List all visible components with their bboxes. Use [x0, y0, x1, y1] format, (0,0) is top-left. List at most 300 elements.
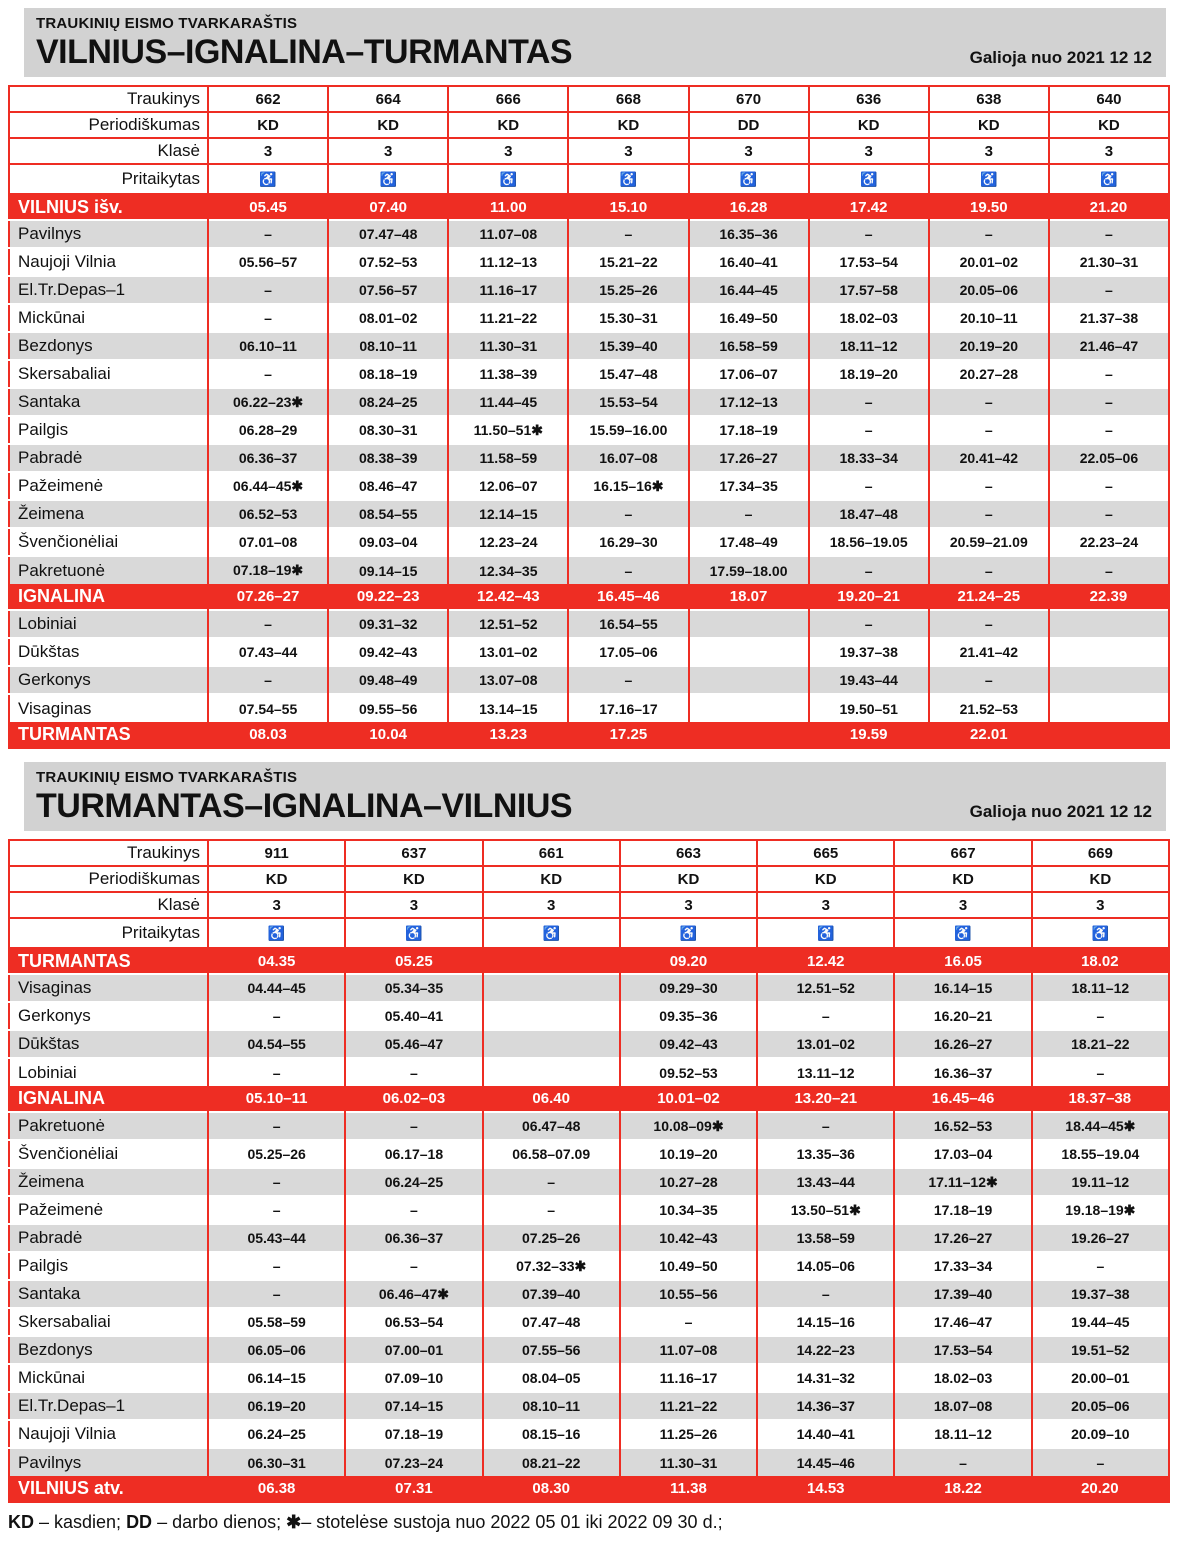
time-cell	[1049, 610, 1169, 638]
time-cell: –	[345, 1196, 482, 1224]
time-cell: 10.19–20	[620, 1140, 757, 1168]
time-cell: 18.11–12	[894, 1420, 1031, 1448]
time-cell: 18.37–38	[1032, 1086, 1169, 1112]
time-cell: 13.35–36	[757, 1140, 894, 1168]
time-cell: 16.26–27	[894, 1030, 1031, 1058]
meta-row	[9, 892, 1169, 918]
time-cell: –	[1049, 500, 1169, 528]
time-cell: 16.35–36	[689, 220, 809, 248]
timetable-kicker: TRAUKINIŲ EISMO TVARKARAŠTIS	[36, 769, 298, 786]
meta-label: Periodiškumas	[9, 112, 208, 138]
time-cell: 21.41–42	[929, 638, 1049, 666]
time-cell: –	[208, 360, 328, 388]
time-cell: –	[483, 1196, 620, 1224]
time-cell	[483, 1030, 620, 1058]
station-row	[9, 528, 1169, 556]
time-cell	[689, 610, 809, 638]
time-cell: 07.25–26	[483, 1224, 620, 1252]
accessibility-cell	[328, 164, 448, 194]
time-cell: –	[208, 1058, 345, 1086]
meta-value-cell: KD	[483, 866, 620, 892]
wheelchair-icon: ♿	[1100, 170, 1118, 187]
station-row	[9, 332, 1169, 360]
station-name-cell: Mickūnai	[9, 304, 208, 332]
legend-part: – stotelėse sustoja nuo 2022 05 01 iki 2022 09 30 d.;	[301, 1512, 723, 1532]
meta-value-cell: 663	[620, 840, 757, 866]
header-band-outbound	[24, 8, 1166, 77]
time-cell: 15.10	[568, 194, 688, 220]
meta-value-cell: 3	[894, 892, 1031, 918]
time-cell: 06.10–11	[208, 332, 328, 360]
station-row	[9, 304, 1169, 332]
meta-value-cell: 665	[757, 840, 894, 866]
time-cell	[689, 722, 809, 748]
section-row	[9, 948, 1169, 974]
time-cell: 18.22	[894, 1476, 1031, 1502]
station-row	[9, 1252, 1169, 1280]
time-cell: 09.35–36	[620, 1002, 757, 1030]
time-cell: 06.52–53	[208, 500, 328, 528]
time-cell: 16.29–30	[568, 528, 688, 556]
time-cell: 06.38	[208, 1476, 345, 1502]
time-cell: 10.49–50	[620, 1252, 757, 1280]
wheelchair-icon: ♿	[542, 924, 560, 941]
time-cell: 11.07–08	[620, 1336, 757, 1364]
accessibility-cell	[757, 918, 894, 948]
meta-value-cell: 640	[1049, 86, 1169, 112]
time-cell: 07.14–15	[345, 1392, 482, 1420]
section-row	[9, 1476, 1169, 1502]
meta-row	[9, 866, 1169, 892]
meta-value-cell: 670	[689, 86, 809, 112]
time-cell: 04.35	[208, 948, 345, 974]
time-cell: 16.05	[894, 948, 1031, 974]
time-cell: 12.42–43	[448, 584, 568, 610]
time-cell: 05.25	[345, 948, 482, 974]
station-row	[9, 1030, 1169, 1058]
time-cell: 14.36–37	[757, 1392, 894, 1420]
meta-value-cell: 662	[208, 86, 328, 112]
time-cell: 11.38–39	[448, 360, 568, 388]
meta-value-cell: 3	[483, 892, 620, 918]
time-cell: 06.40	[483, 1086, 620, 1112]
meta-row	[9, 112, 1169, 138]
time-cell: 20.05–06	[929, 276, 1049, 304]
station-name-cell: Pažeimenė	[9, 1196, 208, 1224]
wheelchair-icon: ♿	[739, 170, 758, 187]
time-cell: 19.26–27	[1032, 1224, 1169, 1252]
time-cell: 09.52–53	[620, 1058, 757, 1086]
time-cell: 17.18–19	[894, 1196, 1031, 1224]
time-cell	[1049, 666, 1169, 694]
time-cell: 18.56–19.05	[809, 528, 929, 556]
accessibility-cell	[568, 164, 688, 194]
accessibility-cell	[448, 164, 568, 194]
station-name-cell: Pabradė	[9, 444, 208, 472]
time-cell: 17.26–27	[689, 444, 809, 472]
station-name-cell: Visaginas	[9, 694, 208, 722]
station-row	[9, 1058, 1169, 1086]
time-cell: 08.04–05	[483, 1364, 620, 1392]
time-cell: 10.01–02	[620, 1086, 757, 1112]
accessibility-cell	[345, 918, 482, 948]
time-cell: 06.53–54	[345, 1308, 482, 1336]
time-cell: 22.39	[1049, 584, 1169, 610]
time-cell: 06.47–48	[483, 1112, 620, 1140]
time-cell: 13.01–02	[757, 1030, 894, 1058]
time-cell: 08.03	[208, 722, 328, 748]
time-cell: –	[208, 1196, 345, 1224]
time-cell: –	[929, 472, 1049, 500]
meta-value-cell: 3	[689, 138, 809, 164]
accessibility-cell	[1049, 164, 1169, 194]
time-cell: 09.14–15	[328, 556, 448, 584]
time-cell: 17.48–49	[689, 528, 809, 556]
station-name-cell: El.Tr.Depas–1	[9, 1392, 208, 1420]
time-cell: 18.02–03	[809, 304, 929, 332]
station-row	[9, 1168, 1169, 1196]
meta-value-cell: KD	[809, 112, 929, 138]
section-row	[9, 1086, 1169, 1112]
meta-value-cell: KD	[757, 866, 894, 892]
timetable-kicker: TRAUKINIŲ EISMO TVARKARAŠTIS	[36, 15, 298, 32]
time-cell: 06.19–20	[208, 1392, 345, 1420]
time-cell: 20.20	[1032, 1476, 1169, 1502]
time-cell: 05.58–59	[208, 1308, 345, 1336]
time-cell: 21.37–38	[1049, 304, 1169, 332]
time-cell	[483, 1002, 620, 1030]
meta-value-cell: KD	[448, 112, 568, 138]
time-cell: –	[929, 220, 1049, 248]
time-cell: 20.01–02	[929, 248, 1049, 276]
time-cell: –	[208, 1112, 345, 1140]
meta-label: Periodiškumas	[9, 866, 208, 892]
station-row	[9, 1196, 1169, 1224]
time-cell: –	[568, 220, 688, 248]
timetable-return	[8, 839, 1170, 1503]
meta-value-cell: KD	[1032, 866, 1169, 892]
time-cell: 17.06–07	[689, 360, 809, 388]
time-cell: –	[1032, 1002, 1169, 1030]
time-cell: –	[894, 1448, 1031, 1476]
time-cell: 16.58–59	[689, 332, 809, 360]
meta-value-cell: KD	[568, 112, 688, 138]
time-cell: –	[929, 416, 1049, 444]
accessibility-cell	[689, 164, 809, 194]
time-cell: 12.51–52	[757, 974, 894, 1002]
time-cell: 17.57–58	[809, 276, 929, 304]
time-cell: 13.07–08	[448, 666, 568, 694]
meta-value-cell: KD	[1049, 112, 1169, 138]
time-cell: –	[483, 1168, 620, 1196]
station-name-cell: Gerkonys	[9, 666, 208, 694]
station-name-cell: IGNALINA	[9, 1086, 208, 1112]
time-cell: 07.40	[328, 194, 448, 220]
legend-part: ✱	[286, 1512, 302, 1532]
time-cell: 17.34–35	[689, 472, 809, 500]
time-cell: 15.30–31	[568, 304, 688, 332]
meta-value-cell: 667	[894, 840, 1031, 866]
station-name-cell: Naujoji Vilnia	[9, 248, 208, 276]
meta-value-cell: KD	[620, 866, 757, 892]
time-cell: 15.21–22	[568, 248, 688, 276]
time-cell: –	[809, 220, 929, 248]
time-cell: 17.03–04	[894, 1140, 1031, 1168]
wheelchair-icon: ♿	[405, 924, 423, 941]
time-cell	[689, 666, 809, 694]
time-cell: 17.53–54	[809, 248, 929, 276]
meta-value-cell: 3	[568, 138, 688, 164]
time-cell: 07.32–33✱	[483, 1252, 620, 1280]
wheelchair-icon: ♿	[679, 924, 698, 941]
time-cell: 07.09–10	[345, 1364, 482, 1392]
time-cell: –	[689, 500, 809, 528]
time-cell: 08.38–39	[328, 444, 448, 472]
station-name-cell: VILNIUS atv.	[9, 1476, 208, 1502]
time-cell: –	[1049, 220, 1169, 248]
station-name-cell: Bezdonys	[9, 1336, 208, 1364]
station-row	[9, 610, 1169, 638]
time-cell: 15.53–54	[568, 388, 688, 416]
time-cell: 05.25–26	[208, 1140, 345, 1168]
time-cell: 20.59–21.09	[929, 528, 1049, 556]
time-cell: 22.23–24	[1049, 528, 1169, 556]
time-cell: 10.27–28	[620, 1168, 757, 1196]
section-row	[9, 722, 1169, 748]
time-cell: 08.21–22	[483, 1448, 620, 1476]
station-row	[9, 472, 1169, 500]
time-cell: 17.42	[809, 194, 929, 220]
time-cell: 07.23–24	[345, 1448, 482, 1476]
time-cell: –	[1049, 388, 1169, 416]
time-cell	[483, 974, 620, 1002]
meta-value-cell: 3	[345, 892, 482, 918]
time-cell: –	[929, 666, 1049, 694]
meta-value-cell: 3	[448, 138, 568, 164]
time-cell: 12.42	[757, 948, 894, 974]
time-cell: 16.45–46	[894, 1086, 1031, 1112]
meta-value-cell: 636	[809, 86, 929, 112]
time-cell: 12.14–15	[448, 500, 568, 528]
meta-value-cell: 3	[1049, 138, 1169, 164]
time-cell: 21.20	[1049, 194, 1169, 220]
meta-label: Pritaikytas	[9, 918, 208, 948]
time-cell: 14.45–46	[757, 1448, 894, 1476]
time-cell: 13.43–44	[757, 1168, 894, 1196]
time-cell: 09.29–30	[620, 974, 757, 1002]
time-cell: 18.07	[689, 584, 809, 610]
time-cell: 16.15–16✱	[568, 472, 688, 500]
time-cell: 07.01–08	[208, 528, 328, 556]
time-cell: –	[1032, 1252, 1169, 1280]
time-cell: 18.33–34	[809, 444, 929, 472]
time-cell: 05.34–35	[345, 974, 482, 1002]
time-cell: –	[809, 556, 929, 584]
station-name-cell: Lobiniai	[9, 1058, 208, 1086]
meta-label: Pritaikytas	[9, 164, 208, 194]
time-cell: 12.51–52	[448, 610, 568, 638]
meta-value-cell: 3	[809, 138, 929, 164]
station-name-cell: El.Tr.Depas–1	[9, 276, 208, 304]
time-cell: 17.53–54	[894, 1336, 1031, 1364]
time-cell: 13.50–51✱	[757, 1196, 894, 1224]
station-name-cell: Pailgis	[9, 416, 208, 444]
meta-value-cell: 3	[620, 892, 757, 918]
time-cell: 13.58–59	[757, 1224, 894, 1252]
meta-label: Traukinys	[9, 840, 208, 866]
time-cell: 07.47–48	[483, 1308, 620, 1336]
time-cell: 17.16–17	[568, 694, 688, 722]
time-cell: 09.42–43	[620, 1030, 757, 1058]
time-cell: –	[568, 666, 688, 694]
accessibility-cell	[929, 164, 1049, 194]
time-cell: 11.00	[448, 194, 568, 220]
time-cell: 06.44–45✱	[208, 472, 328, 500]
legend-part: KD	[8, 1512, 34, 1532]
station-row	[9, 1364, 1169, 1392]
time-cell: –	[809, 388, 929, 416]
time-cell: 09.20	[620, 948, 757, 974]
time-cell: 08.10–11	[483, 1392, 620, 1420]
station-row	[9, 360, 1169, 388]
time-cell: 18.02	[1032, 948, 1169, 974]
time-cell: 18.11–12	[1032, 974, 1169, 1002]
time-cell: –	[809, 416, 929, 444]
station-name-cell: Visaginas	[9, 974, 208, 1002]
time-cell: 05.10–11	[208, 1086, 345, 1112]
meta-value-cell: 3	[328, 138, 448, 164]
station-name-cell: Dūkštas	[9, 1030, 208, 1058]
meta-row	[9, 840, 1169, 866]
time-cell: 11.30–31	[620, 1448, 757, 1476]
time-cell: 19.11–12	[1032, 1168, 1169, 1196]
station-name-cell: Bezdonys	[9, 332, 208, 360]
time-cell: 17.18–19	[689, 416, 809, 444]
time-cell: 18.55–19.04	[1032, 1140, 1169, 1168]
station-row	[9, 1280, 1169, 1308]
time-cell: 18.44–45✱	[1032, 1112, 1169, 1140]
time-cell: 05.46–47	[345, 1030, 482, 1058]
time-cell: 08.30–31	[328, 416, 448, 444]
station-row	[9, 416, 1169, 444]
time-cell: –	[929, 556, 1049, 584]
time-cell: 16.44–45	[689, 276, 809, 304]
time-cell: 19.50	[929, 194, 1049, 220]
accessibility-cell	[894, 918, 1031, 948]
time-cell: 04.54–55	[208, 1030, 345, 1058]
time-cell: 15.59–16.00	[568, 416, 688, 444]
time-cell: 13.14–15	[448, 694, 568, 722]
time-cell: 16.45–46	[568, 584, 688, 610]
time-cell: 06.36–37	[345, 1224, 482, 1252]
time-cell: 05.40–41	[345, 1002, 482, 1030]
station-name-cell: Skersabaliai	[9, 1308, 208, 1336]
time-cell: 08.15–16	[483, 1420, 620, 1448]
time-cell: –	[208, 276, 328, 304]
time-cell	[1049, 722, 1169, 748]
time-cell: 16.36–37	[894, 1058, 1031, 1086]
time-cell: 17.05–06	[568, 638, 688, 666]
time-cell: 17.11–12✱	[894, 1168, 1031, 1196]
time-cell: 07.43–44	[208, 638, 328, 666]
time-cell: –	[208, 610, 328, 638]
meta-label: Klasė	[9, 892, 208, 918]
time-cell: 18.21–22	[1032, 1030, 1169, 1058]
time-cell: 07.18–19✱	[208, 556, 328, 584]
accessibility-cell	[1032, 918, 1169, 948]
accessibility-cell	[208, 918, 345, 948]
time-cell: –	[1049, 472, 1169, 500]
time-cell: 11.16–17	[620, 1364, 757, 1392]
time-cell: 14.05–06	[757, 1252, 894, 1280]
time-cell: 07.00–01	[345, 1336, 482, 1364]
time-cell: 06.14–15	[208, 1364, 345, 1392]
time-cell: 06.24–25	[208, 1420, 345, 1448]
time-cell: 08.10–11	[328, 332, 448, 360]
station-row	[9, 556, 1169, 584]
time-cell: 20.41–42	[929, 444, 1049, 472]
time-cell: 17.26–27	[894, 1224, 1031, 1252]
time-cell: –	[1049, 276, 1169, 304]
time-cell: 07.18–19	[345, 1420, 482, 1448]
legend-part: – kasdien;	[34, 1512, 127, 1532]
station-row	[9, 1448, 1169, 1476]
time-cell: 20.19–20	[929, 332, 1049, 360]
time-cell: 08.24–25	[328, 388, 448, 416]
time-cell	[689, 694, 809, 722]
time-cell: –	[929, 388, 1049, 416]
time-cell: 20.05–06	[1032, 1392, 1169, 1420]
meta-value-cell: 661	[483, 840, 620, 866]
time-cell: 10.04	[328, 722, 448, 748]
time-cell: –	[757, 1280, 894, 1308]
accessibility-cell	[208, 164, 328, 194]
station-row	[9, 220, 1169, 248]
section-row	[9, 584, 1169, 610]
time-cell: 12.23–24	[448, 528, 568, 556]
time-cell: 08.18–19	[328, 360, 448, 388]
time-cell: 07.47–48	[328, 220, 448, 248]
time-cell: 17.46–47	[894, 1308, 1031, 1336]
time-cell: 05.43–44	[208, 1224, 345, 1252]
time-cell: 20.09–10	[1032, 1420, 1169, 1448]
time-cell: 19.20–21	[809, 584, 929, 610]
meta-value-cell: 3	[929, 138, 1049, 164]
meta-label: Klasė	[9, 138, 208, 164]
time-cell: 20.27–28	[929, 360, 1049, 388]
time-cell: –	[208, 1280, 345, 1308]
time-cell: –	[208, 1252, 345, 1280]
time-cell: –	[809, 610, 929, 638]
station-name-cell: VILNIUS išv.	[9, 194, 208, 220]
time-cell: 11.21–22	[448, 304, 568, 332]
time-cell: 04.44–45	[208, 974, 345, 1002]
meta-value-cell: KD	[208, 112, 328, 138]
accessibility-cell	[620, 918, 757, 948]
time-cell: –	[1049, 416, 1169, 444]
time-cell: 06.24–25	[345, 1168, 482, 1196]
time-cell: 09.42–43	[328, 638, 448, 666]
time-cell: 11.16–17	[448, 276, 568, 304]
time-cell: –	[809, 472, 929, 500]
time-cell: 06.30–31	[208, 1448, 345, 1476]
meta-value-cell: 3	[1032, 892, 1169, 918]
time-cell: 07.52–53	[328, 248, 448, 276]
station-row	[9, 694, 1169, 722]
time-cell: –	[1032, 1448, 1169, 1476]
wheelchair-icon: ♿	[499, 170, 518, 187]
station-row	[9, 1002, 1169, 1030]
